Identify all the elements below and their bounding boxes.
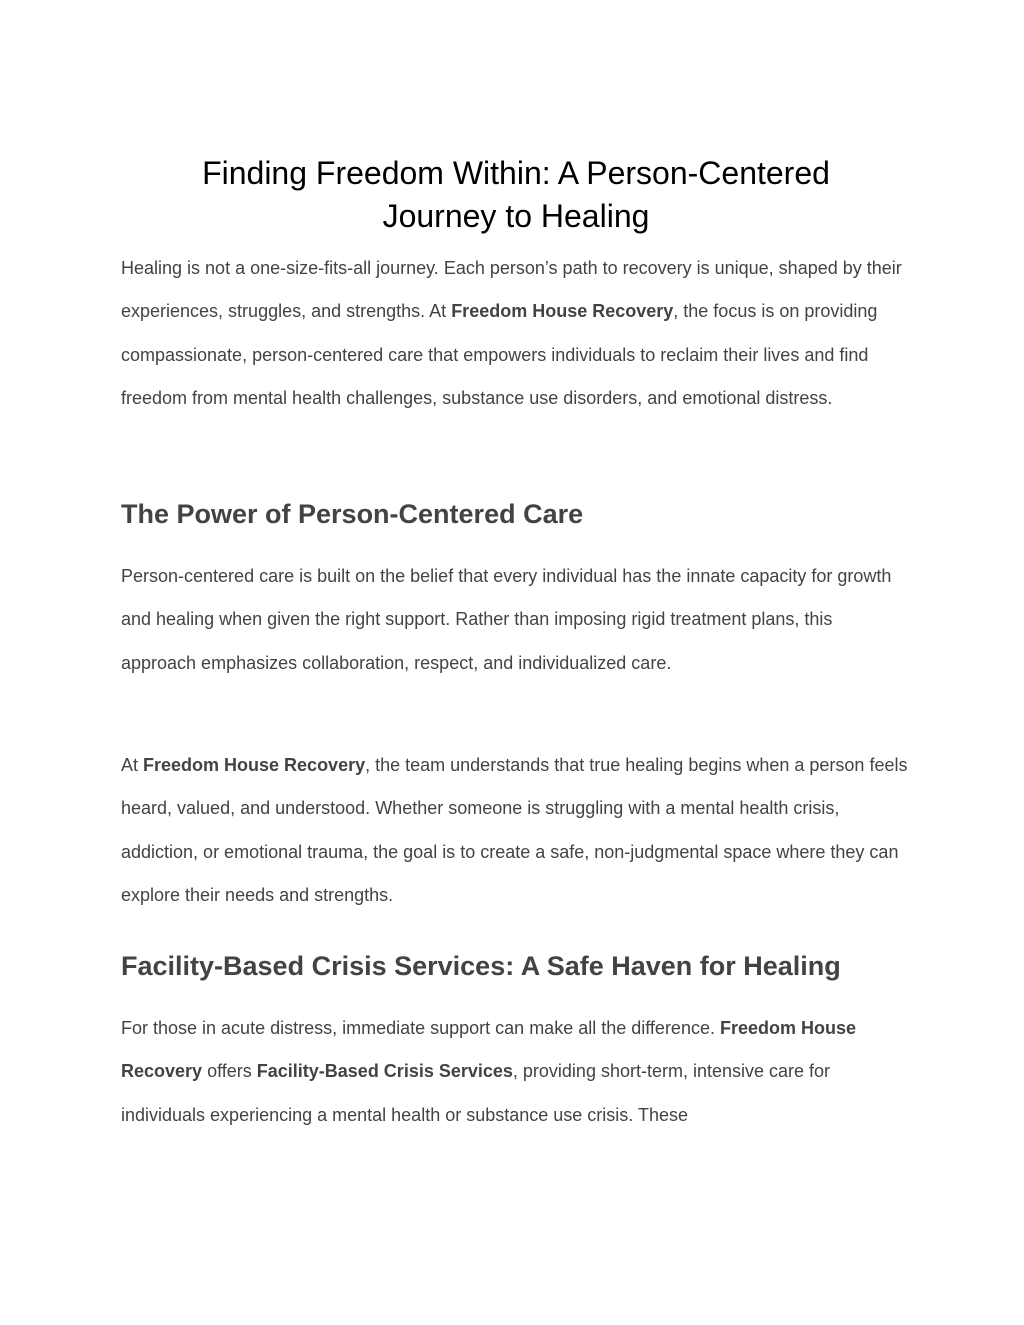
crisis-services-paragraph: For those in acute distress, immediate support can make all the difference. Freedom House Recovery offers Facility-Based Crisis Services, providing short-term, intensive care for individuals experiencing a mental health or substance use crisis. These [121, 1018, 856, 1125]
brand-name: Freedom House Recovery [121, 1018, 856, 1082]
title-line-1: Finding Freedom Within: A Person-Centered [202, 155, 830, 191]
brand-name: Freedom House Recovery [451, 301, 674, 322]
person-centered-care-paragraph: Person-centered care is built on the belief that every individual has the innate capacity for growth and healing when given the right support. Rather than imposing rigid treatment plans, this approach emphasizes collaboration, respect, and individualized care. [121, 566, 892, 673]
section-heading-person-centered-care: The Power of Person-Centered Care [121, 499, 584, 529]
title-line-2: Journey to Healing [382, 198, 650, 234]
document-title [121, 152, 911, 238]
section-heading-crisis-services: Facility-Based Crisis Services: A Safe Haven for Healing [121, 951, 841, 981]
service-name: Facility-Based Crisis Services [256, 1061, 513, 1082]
intro-paragraph: Healing is not a one-size-fits-all journey. Each person’s path to recovery is unique, shaped by their experiences, struggles, and strengths. At Freedom House Recovery, the focus is on providing compassionate, person-centered care that empowers individuals to reclaim their lives and find freedom from mental health challenges, substance use disorders, and emotional distress. [121, 258, 902, 408]
brand-name: Freedom House Recovery [143, 755, 366, 775]
team-understanding-paragraph: At Freedom House Recovery, the team understands that true healing begins when a person feels heard, valued, and understood. Whether someone is struggling with a mental health crisis, addiction, or emotional trauma, the goal is to create a safe, non-judgmental space where they can explore their needs and strengths. [121, 755, 908, 905]
